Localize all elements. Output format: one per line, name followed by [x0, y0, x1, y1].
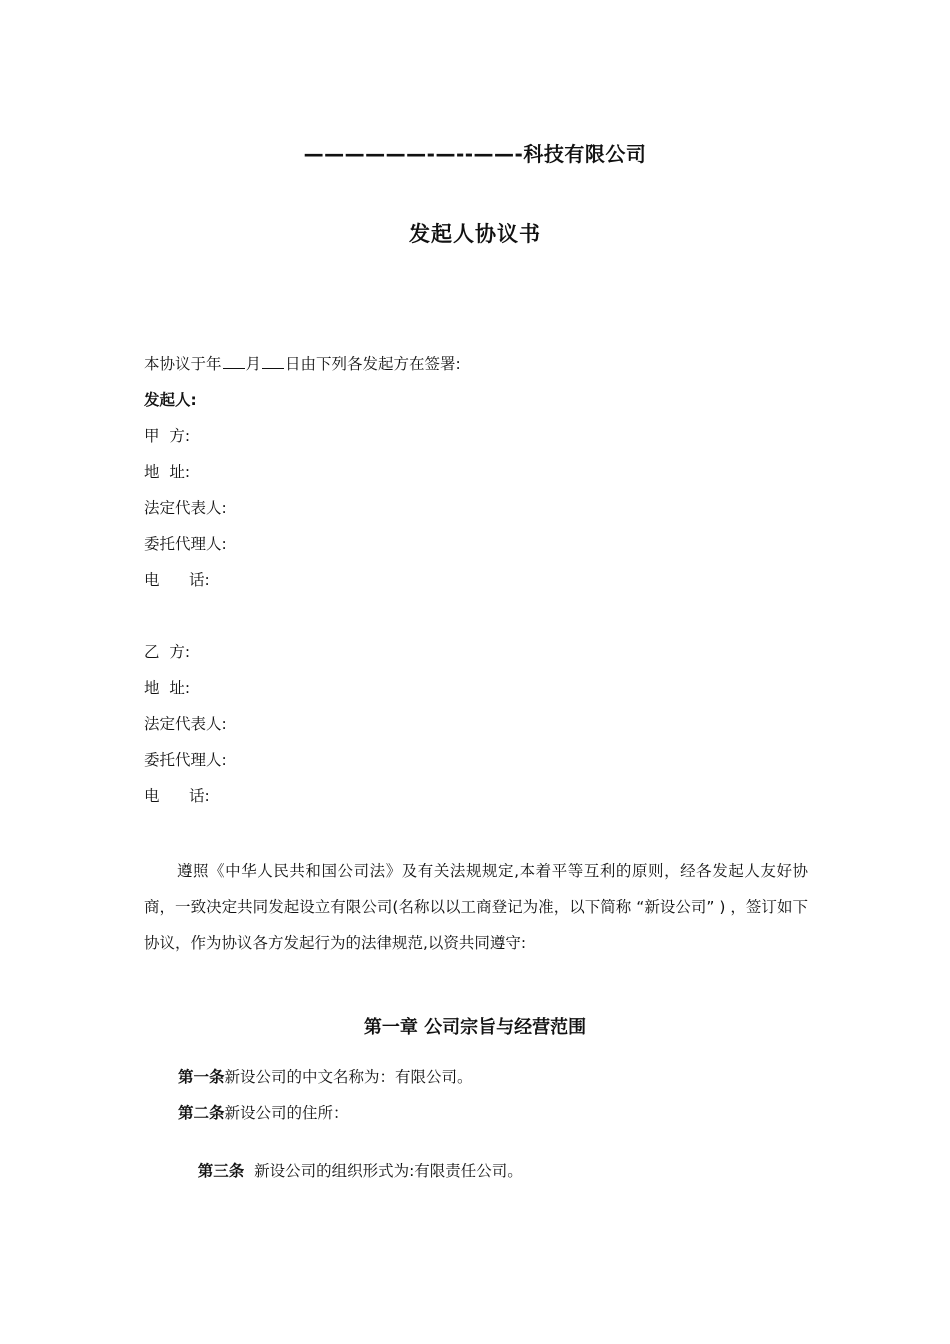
- party-b-phone-label: 电 话:: [144, 787, 210, 805]
- article-2-head: 第二条: [178, 1104, 225, 1122]
- article-3-text: 新设公司的组织形式为:有限责任公司。: [244, 1162, 523, 1180]
- chapter-1-title: 第一章 公司宗旨与经营范围: [363, 1017, 587, 1038]
- article-3-head: 第三条: [197, 1162, 245, 1180]
- intro-line: [144, 353, 461, 375]
- preamble-paragraph: 遵照《中华人民共和国公司法》及有关法规规定,本着平等互利的原则，经各发起人友好协商，一致决定共同发起设立有限公司(名称以以工商登记为准，以下简称 “新设公司” ) ，签订如下协议，作为协议各方发起行为的法律规范,以资共同遵守:: [144, 862, 808, 952]
- article-1: [178, 1066, 473, 1088]
- intro-text-1: 本协议于年: [144, 355, 222, 373]
- company-title: ——————-—--——-科技有限公司: [303, 142, 647, 166]
- document-title: 发起人协议书: [409, 222, 541, 246]
- party-b-agent-label: 委托代理人:: [144, 751, 227, 769]
- party-a-agent-label: 委托代理人:: [144, 535, 227, 553]
- party-a-address-label: 地 址:: [144, 463, 191, 481]
- party-a-name-label: 甲 方:: [144, 427, 191, 445]
- party-b-name-label: 乙 方:: [144, 643, 191, 661]
- intro-text-3: 日由下列各发起方在签署:: [285, 355, 461, 373]
- intro-text-2: 月: [245, 355, 262, 373]
- promoters-label: 发起人:: [144, 391, 197, 409]
- party-b-address-label: 地 址:: [144, 679, 191, 697]
- party-b-legal-rep-label: 法定代表人:: [144, 715, 227, 733]
- article-1-text: 新设公司的中文名称为：有限公司。: [224, 1068, 473, 1086]
- article-3: [178, 1138, 523, 1204]
- party-a-legal-rep-label: 法定代表人:: [144, 499, 227, 517]
- party-a-phone-label: 电 话:: [144, 571, 210, 589]
- article-1-head: 第一条: [178, 1068, 225, 1086]
- article-2: [178, 1102, 349, 1124]
- month-blank: [262, 354, 284, 369]
- article-2-text: 新设公司的住所：: [224, 1104, 349, 1122]
- year-blank: [223, 354, 245, 369]
